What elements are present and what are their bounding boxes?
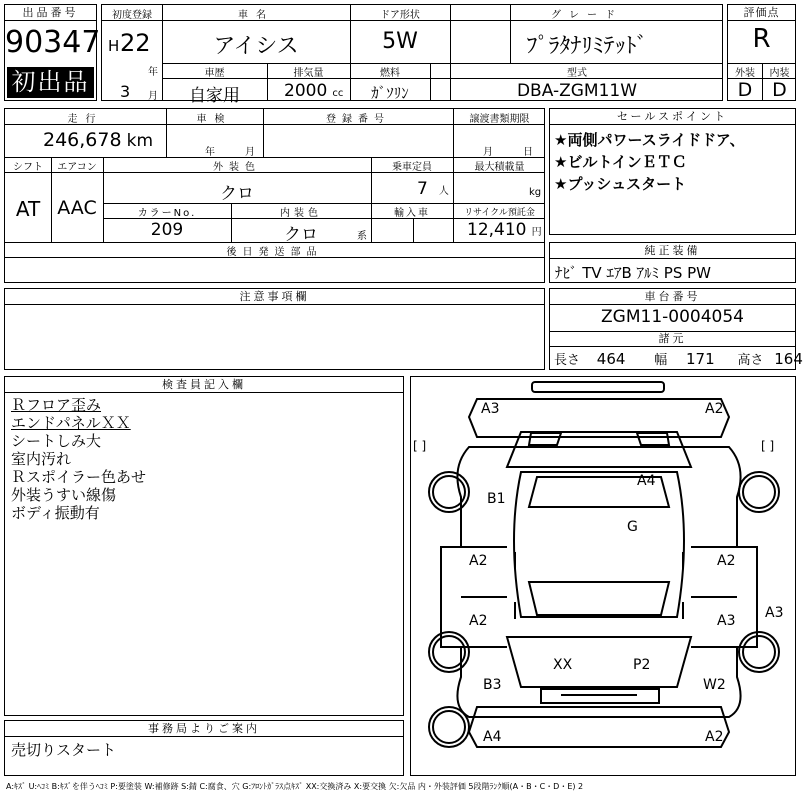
displacement-value: 2000 [284, 81, 328, 101]
damage-mark-bracket-right: [ ] [761, 439, 775, 453]
exterior-score: D [737, 79, 753, 101]
equipment-box [549, 242, 796, 283]
damage-mark-roof: G [627, 519, 638, 535]
year-unit: 年 [148, 67, 158, 78]
sales-points-box [549, 108, 796, 235]
mileage [43, 129, 153, 151]
equipment-header: 純正装備 [550, 243, 795, 259]
month-unit: 月 [148, 91, 158, 102]
damage-mark-left-front-fender: B1 [487, 491, 506, 507]
inspector-line: Ｒフロア歪み [11, 396, 102, 414]
capacity-value: 7 [417, 179, 428, 199]
damage-legend: A:ｷｽﾞ U:ﾍｺﾐ B:ｷｽﾞを伴うﾍｺﾐ P:要塗装 W:補修跡 S:錆 C:腐食、穴 G:ﾌﾛﾝﾄｶﾞﾗｽ点ｷｽﾞ XX:交換済み X:要交換 欠:欠品 内・外装評価 5段階ﾗﾝｸ順(A・B・C・D・E) 2 [6, 782, 584, 791]
car-name-header: 車名 [238, 10, 274, 21]
notes-box [4, 288, 545, 370]
damage-mark-left-front-door: A2 [469, 553, 488, 569]
inspector-lines [11, 396, 146, 522]
first-listing-badge: 初出品 [7, 67, 94, 98]
score-header: 評価点 [728, 5, 795, 21]
aircon-header: エアコン [57, 162, 97, 173]
lot-number-box [4, 4, 101, 101]
damage-mark-front-left: A3 [481, 401, 500, 417]
interior-color: クロ [284, 225, 318, 245]
interior-color-header: 内装色 [280, 208, 322, 219]
inspector-box [4, 376, 404, 716]
displacement-header: 排気量 [293, 68, 324, 79]
width-label: 幅 [654, 353, 668, 368]
door-type: 5W [382, 29, 418, 54]
exterior-color-header: 外装色 [213, 162, 261, 173]
interior-color-suffix: 系 [357, 231, 367, 242]
damage-mark-rear-right-panel: P2 [633, 657, 651, 673]
exterior-score-header: 外装 [735, 68, 755, 79]
lot-number: 90347 [5, 25, 101, 60]
first-registration-year: 22 [120, 29, 151, 57]
equipment: ﾅﾋﾞ TV ｴｱB ｱﾙﾐ PS PW [555, 264, 711, 282]
interior-score: D [772, 79, 787, 101]
history-header: 車歴 [204, 68, 225, 79]
transfer-month-unit: 月 [483, 147, 493, 158]
sales-points-list [554, 129, 745, 195]
sales-point-item: ★両側パワースライドドア、 [554, 131, 745, 149]
office-notice: 売切りスタート [11, 741, 117, 759]
first-registration-month: 3 [120, 82, 131, 101]
damage-mark-rear-right: A2 [705, 729, 724, 745]
damage-mark-right-quarter: A3 [765, 605, 784, 621]
first-registration-era: H [108, 37, 120, 55]
recycle [467, 220, 542, 240]
notes-header: 注意事項欄 [5, 289, 544, 305]
score-box [727, 4, 796, 101]
inspector-line: Ｒスポイラー色あせ [11, 468, 147, 486]
damage-mark-left-rear-door: A2 [469, 613, 488, 629]
office-header: 事務局よりご案内 [5, 721, 403, 737]
length-label: 長さ [554, 353, 581, 368]
recycle-value: 12,410 [467, 220, 527, 240]
inspector-line: ボディ振動有 [11, 504, 100, 522]
capacity-header: 乗車定員 [392, 162, 432, 173]
chassis-header: 車台番号 [550, 289, 795, 305]
car-name: アイシス [213, 34, 299, 59]
office-box [4, 720, 404, 776]
fuel: ｶﾞｿﾘﾝ [371, 84, 409, 102]
damage-mark-front-right: A2 [705, 401, 724, 417]
registration-header: 登録番号 [326, 114, 390, 125]
damage-mark-bracket-left: [ ] [413, 439, 427, 453]
damage-mark-rear-left-panel: XX [553, 657, 573, 673]
damage-mark-rear-left: A4 [483, 729, 502, 745]
displacement [284, 81, 343, 101]
inspector-header: 検査員記入欄 [5, 377, 403, 393]
inspector-line: エンドパネルＸＸ [11, 414, 131, 432]
shift: AT [15, 197, 41, 221]
transfer-day-unit: 日 [523, 147, 533, 158]
chassis-number: ZGM11-0004054 [601, 307, 744, 327]
sales-point-item: ★プッシュスタート [554, 175, 687, 193]
shift-header: シフト [13, 162, 43, 173]
later-parts-header: 後日発送部品 [226, 247, 323, 258]
height-label: 高さ [737, 353, 764, 368]
fuel-header: 燃料 [380, 68, 400, 79]
history: 自家用 [189, 86, 240, 106]
grade: ﾌﾟﾗﾀﾅﾘﾐﾃｯﾄﾞ [526, 34, 648, 59]
transfer-deadline-header: 譲渡書類期限 [469, 114, 530, 125]
mileage-header: 走行 [67, 114, 104, 125]
dims-header: 諸元 [550, 332, 795, 347]
damage-mark-right-rear-door: A3 [717, 613, 736, 629]
top-info-grid [101, 4, 723, 106]
sales-point-item: ★ビルトインＥＴＣ [554, 153, 687, 171]
exterior-color: クロ [220, 184, 254, 204]
max-load-unit: kg [529, 187, 542, 198]
width-value: 171 [686, 350, 715, 368]
sales-points-header: セールスポイント [550, 109, 795, 125]
inspection-year-unit: 年 [205, 147, 215, 158]
displacement-unit: cc [332, 88, 344, 99]
mileage-unit: km [126, 131, 154, 151]
recycle-header: リサイクル預託金 [464, 208, 535, 218]
damage-mark-hood: A4 [637, 473, 656, 489]
color-no-header: カラーNo. [137, 208, 197, 219]
inspection-header: 車検 [196, 114, 233, 125]
model-header: 型式 [567, 68, 587, 79]
overall-score: R [752, 24, 771, 54]
aircon: AAC [57, 197, 97, 219]
length-value: 464 [596, 350, 626, 368]
dims-row [554, 349, 803, 368]
capacity-unit: 人 [438, 186, 449, 197]
damage-mark-right-front-door: A2 [717, 553, 736, 569]
model: DBA-ZGM11W [516, 81, 638, 101]
lot-number-header: 出品番号 [5, 5, 96, 21]
chassis-box [549, 288, 803, 370]
car-outline-diagram [411, 377, 797, 777]
inspector-line: 室内汚れ [11, 450, 72, 468]
inspector-line: 外装うすい線傷 [11, 486, 117, 504]
damage-mark-left-rear-fender: B3 [483, 677, 502, 693]
door-header: ドア形状 [380, 10, 420, 21]
capacity [417, 179, 449, 199]
damage-diagram [410, 376, 796, 776]
first-registration-header: 初度登録 [112, 10, 152, 21]
grade-header: グレード [551, 10, 623, 21]
color-no: 209 [150, 220, 184, 240]
interior-score-header: 内装 [769, 68, 790, 79]
recycle-unit: 円 [531, 227, 542, 238]
import-header: 輸入車 [394, 208, 430, 219]
inspector-line: シートしみ大 [11, 432, 102, 450]
inspection-month-unit: 月 [245, 147, 255, 158]
height-value: 164 [774, 350, 803, 368]
mid-info-grid [4, 108, 545, 283]
max-load-header: 最大積載量 [474, 162, 525, 173]
mileage-value: 246,678 [43, 129, 122, 151]
damage-mark-right-rear-fender: W2 [703, 677, 726, 693]
